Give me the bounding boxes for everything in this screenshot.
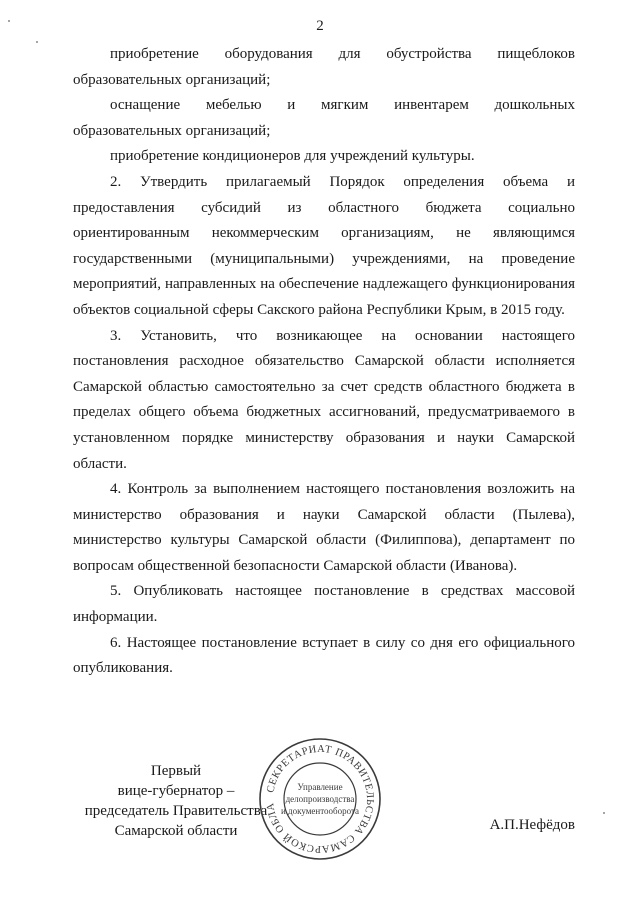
paragraph-clause-4: 4. Контроль за выполнением настоящего постановления возложить на министерство образования и науки Самарской области (Пылева), министерство культуры Самарской области (Филиппова), департамент по вопросам общественной безопасности Самарской области (Иванова).	[73, 481, 575, 574]
paragraph-clause-2: 2. Утвердить прилагаемый Порядок определения объема и предоставления субсидий из областного бюджета социально ориентированным некоммерческим организациям, не являющимся государственными (муниципальными) учреждениями, на проведение мероприятий, направленных на обеспечение надлежащего функционирования объектов социальной сферы Сакского района Республики Крым, в 2015 году.	[73, 173, 575, 318]
signatory-title-line: Самарской области	[114, 823, 238, 839]
signatory-title-line: вице-губернатор –	[117, 783, 235, 799]
scan-speck	[36, 41, 38, 43]
paragraph-item-conditioners: приобретение кондиционеров для учреждений культуры.	[110, 148, 475, 165]
paragraph-clause-3: 3. Установить, что возникающее на основании настоящего постановления расходное обязательство Самарской области исполняется Самарской областью самостоятельно за счет средств областного бюджета в пределах общего объема бюджетных ассигнований, предусматриваемого в установленном порядке министерству образования и науки Самарской области.	[73, 327, 575, 472]
signatory-name: А.П.Нефёдов	[489, 817, 575, 833]
scan-speck	[603, 812, 605, 814]
signatory-title	[81, 761, 271, 841]
paragraph-clause-5: 5. Опубликовать настоящее постановление в средствах массовой информации.	[73, 583, 575, 626]
page-number: 2	[316, 18, 324, 34]
signature-block	[73, 743, 575, 881]
paragraph-item-equipment: приобретение оборудования для обустройства пищеблоков образовательных организаций;	[73, 46, 575, 88]
document-body	[73, 42, 575, 682]
paragraph-clause-6: 6. Настоящее постановление вступает в силу со дня его официального опубликования.	[73, 634, 575, 677]
stamp-seal-icon	[256, 735, 384, 863]
paragraph-item-furniture: оснащение мебелью и мягким инвентарем дошкольных образовательных организаций;	[73, 97, 575, 139]
stamp-ring-text: СЕКРЕТАРИАТ ПРАВИТЕЛЬСТВА САМАРСКОЙ ОБЛА	[265, 743, 376, 855]
signatory-title-line: председатель Правительства	[84, 803, 268, 819]
signatory-title-line: Первый	[150, 763, 202, 779]
stamp-center-line: и документооборота	[280, 806, 360, 816]
official-stamp	[256, 735, 384, 863]
scan-speck	[8, 20, 10, 22]
stamp-center-line: делопроизводства	[285, 794, 355, 804]
stamp-center-line: Управление	[297, 782, 343, 792]
